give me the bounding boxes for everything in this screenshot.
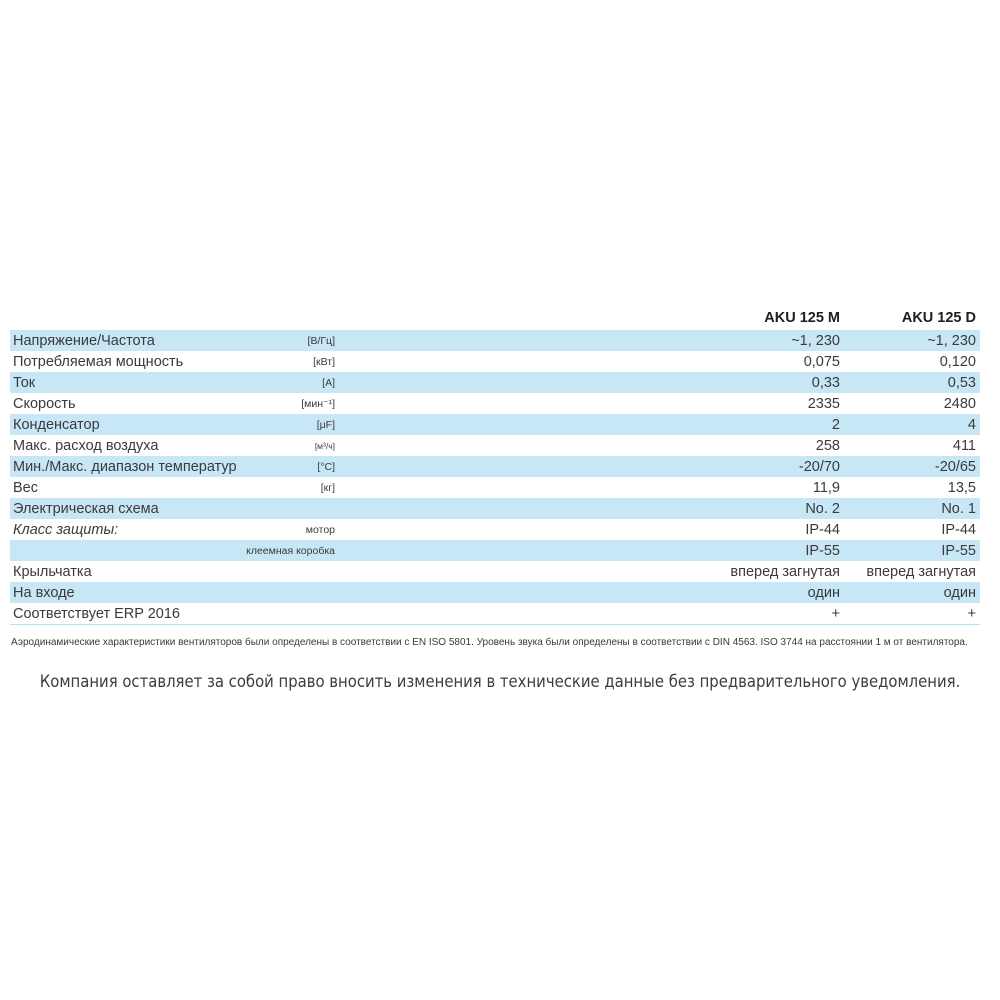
disclaimer-text: Компания оставляет за собой право вносить изменения в технические данные без предварительного уведомления. (39, 672, 961, 691)
spec-table (10, 304, 980, 648)
value-aku-125-m: 2335 (807, 395, 840, 412)
table-row (10, 393, 980, 414)
value-aku-125-m: 0,075 (803, 353, 840, 370)
value-aku-125-d: -20/65 (934, 458, 976, 475)
table-row (10, 477, 980, 498)
table-bottom-rule (10, 624, 980, 625)
row-label: Класс защиты: (13, 521, 119, 538)
value-aku-125-d: 411 (952, 437, 976, 454)
row-label: Вес (13, 479, 38, 496)
value-aku-125-m: ~1, 230 (791, 332, 840, 349)
header-spacer (10, 304, 335, 326)
value-aku-125-d: 0,120 (939, 353, 976, 370)
table-row (10, 351, 980, 372)
row-label: Электрическая схема (13, 500, 159, 517)
table-row (10, 540, 980, 561)
value-aku-125-d: IP-55 (941, 542, 976, 559)
row-unit: [м³/ч] (314, 440, 335, 451)
value-aku-125-m: 0,33 (811, 374, 840, 391)
table-row (10, 414, 980, 435)
value-aku-125-m: IP-55 (805, 542, 840, 559)
value-aku-125-m: 11,9 (812, 479, 840, 496)
row-label: Макс. расход воздуха (13, 437, 159, 454)
table-row (10, 561, 980, 582)
row-unit: [кг] (320, 481, 335, 494)
footnote-text: Аэродинамические характеристики вентиляторов были определены в соответствии с EN ISO 5801. Уровень звука были определены в соответствии с DIN 4563. ISO 3744 на расстоянии 1 м от вентилятора. (11, 637, 968, 648)
row-unit: [мин⁻¹] (301, 397, 335, 410)
value-aku-125-d: один (943, 584, 976, 601)
table-row (10, 603, 980, 624)
row-label: Потребляемая мощность (13, 353, 184, 370)
value-aku-125-d: вперед загнутая (866, 563, 976, 580)
value-aku-125-m: + (831, 605, 840, 622)
row-unit: [В/Гц] (307, 334, 335, 347)
value-aku-125-d: No. 1 (941, 500, 976, 517)
row-label: Напряжение/Частота (13, 332, 155, 349)
value-aku-125-m: один (807, 584, 840, 601)
table-row (10, 435, 980, 456)
row-label: Ток (13, 374, 36, 391)
row-label: Крыльчатка (13, 563, 92, 580)
value-aku-125-d: + (967, 605, 976, 622)
value-aku-125-d: 0,53 (947, 374, 976, 391)
row-label: Конденсатор (13, 416, 100, 433)
row-label: Соответствует ERP 2016 (13, 605, 180, 622)
value-aku-125-m: IP-44 (805, 521, 840, 538)
row-unit: [А] (322, 376, 335, 389)
row-sublabel: клеемная коробка (246, 544, 335, 557)
table-header-row (10, 304, 980, 330)
value-aku-125-m: вперед загнутая (730, 563, 840, 580)
col-header-aku-125-d: AKU 125 D (901, 310, 976, 326)
table-row (10, 519, 980, 540)
col-header-aku-125-m: AKU 125 M (764, 310, 840, 326)
value-aku-125-d: 13,5 (947, 479, 976, 496)
value-aku-125-m: -20/70 (798, 458, 840, 475)
table-row (10, 372, 980, 393)
row-label: На входе (13, 584, 75, 601)
table-row (10, 330, 980, 351)
value-aku-125-d: IP-44 (941, 521, 976, 538)
row-sublabel: мотор (305, 523, 335, 536)
value-aku-125-m: No. 2 (805, 500, 840, 517)
row-label: Мин./Макс. диапазон температур (13, 458, 237, 475)
row-unit: [°С] (317, 460, 335, 473)
row-unit: [кВт] (313, 355, 335, 368)
table-row (10, 498, 980, 519)
table-row (10, 582, 980, 603)
value-aku-125-d: 2480 (943, 395, 976, 412)
value-aku-125-d: 4 (967, 416, 976, 433)
value-aku-125-d: ~1, 230 (927, 332, 976, 349)
value-aku-125-m: 258 (815, 437, 840, 454)
table-row (10, 456, 980, 477)
row-unit: [μF] (316, 418, 335, 431)
row-label: Скорость (13, 395, 76, 412)
value-aku-125-m: 2 (831, 416, 840, 433)
